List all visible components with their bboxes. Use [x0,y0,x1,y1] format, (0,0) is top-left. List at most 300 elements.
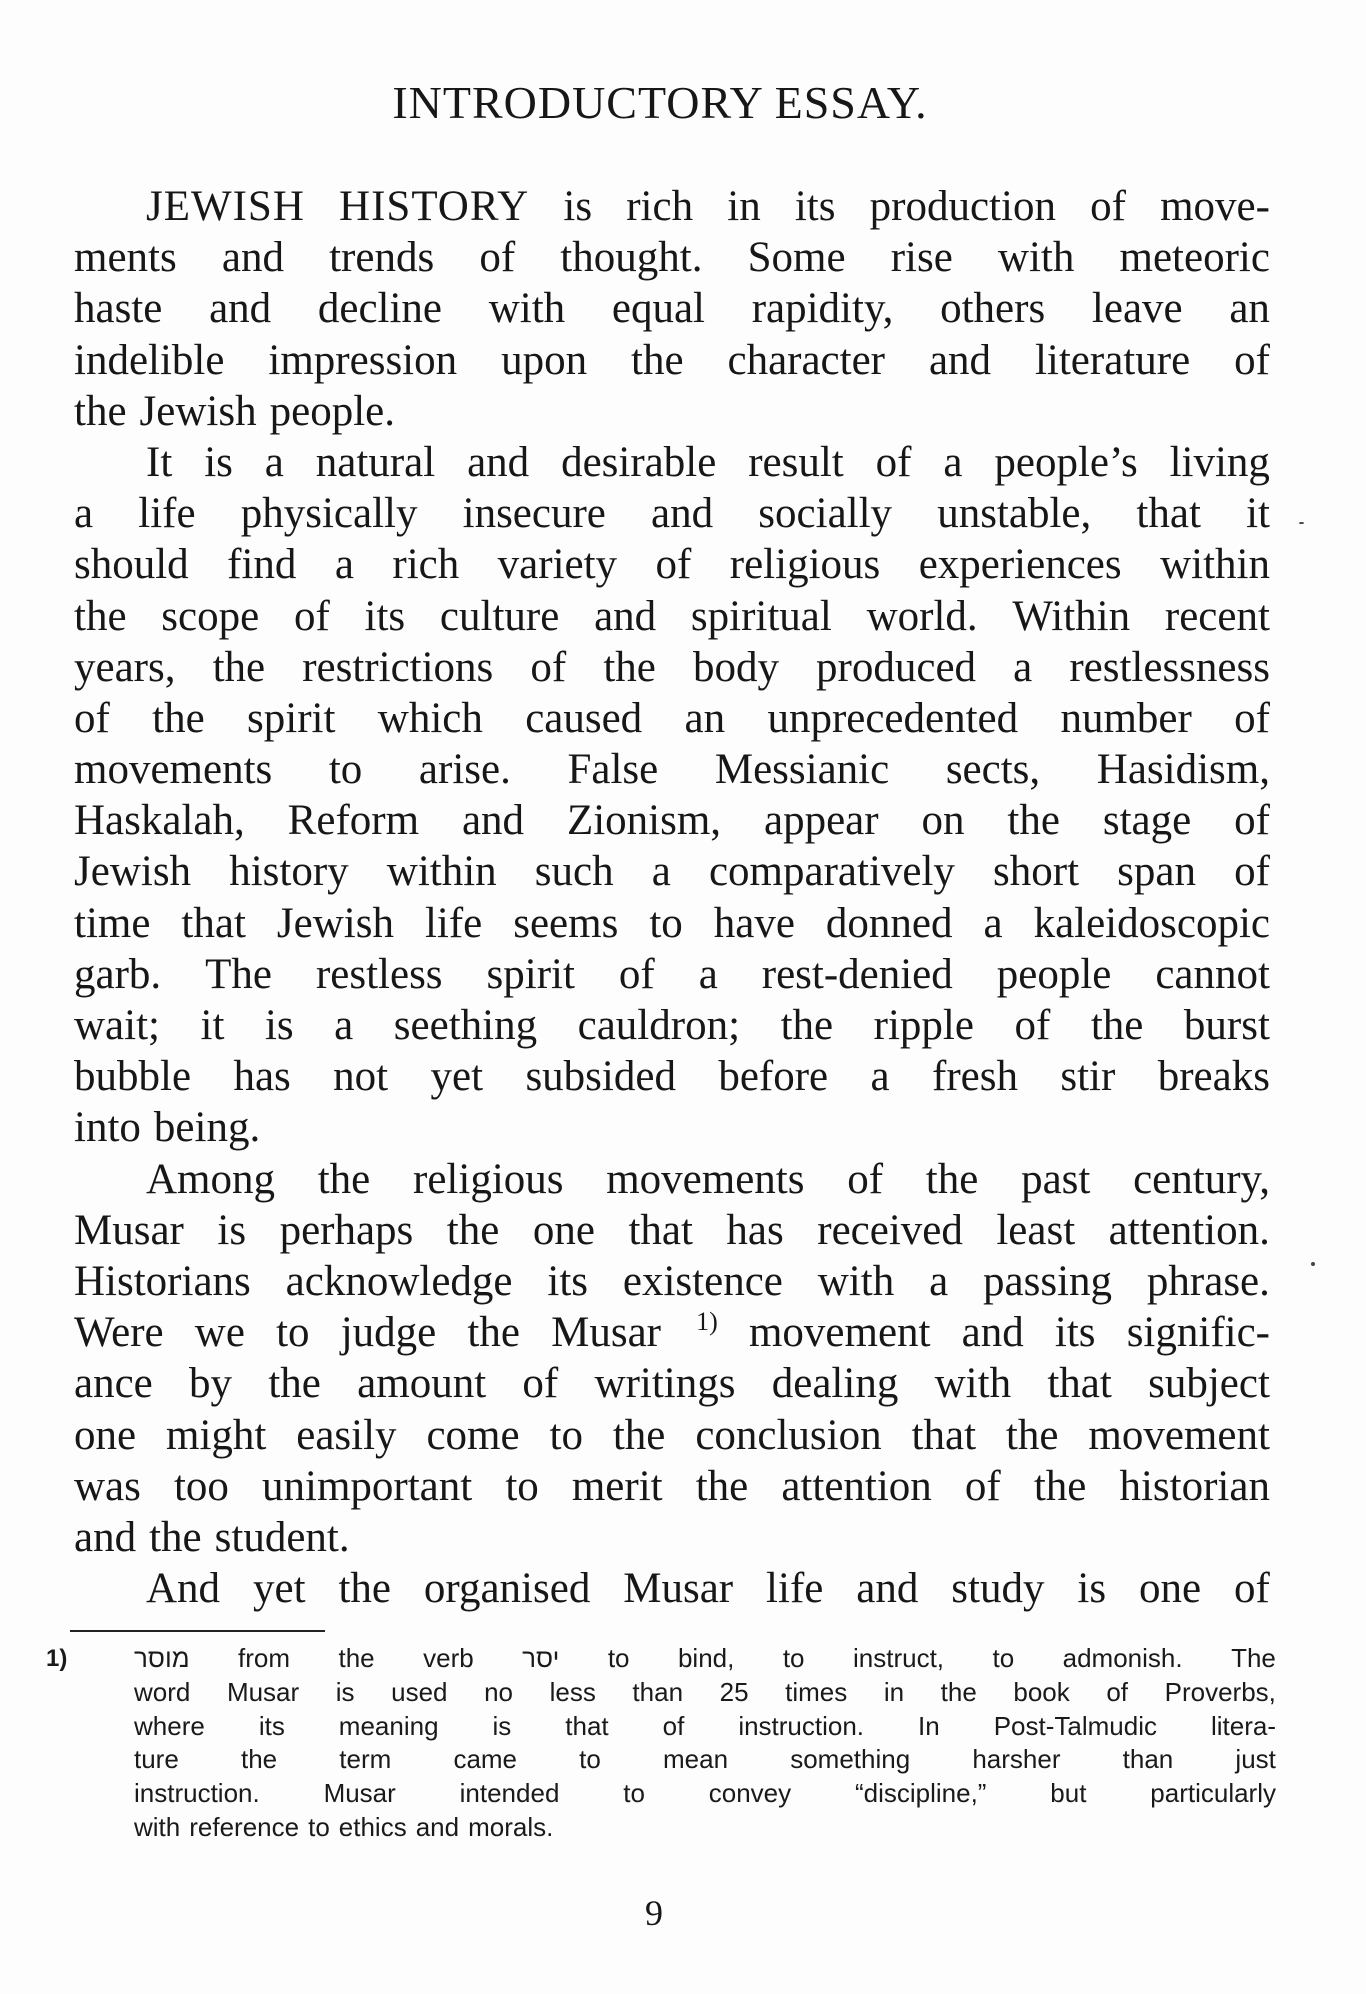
word: Jewish [74,848,192,896]
word: and [74,1513,137,1561]
word: Musar [323,1778,396,1809]
word: culture [439,592,560,640]
word: from [238,1643,291,1673]
word: morals. [468,1811,554,1842]
word: intended [459,1778,560,1809]
word: mean [663,1744,729,1775]
word: religious [413,1155,564,1203]
text-line [74,232,1270,283]
word: that [911,1411,977,1459]
word: with [134,1811,181,1842]
word: of [655,541,692,589]
word: of [1234,694,1270,742]
word: such [534,848,614,896]
word: Musar [551,1309,661,1357]
text-line [74,898,1270,949]
word: used [391,1676,448,1707]
word: the [467,1309,520,1357]
word: thought. [560,234,703,282]
word: that [1136,490,1201,538]
word: indelible [74,336,225,384]
word: Hasidism, [1096,746,1270,794]
word: It [146,438,173,486]
word: find [227,541,297,589]
word: world. [866,592,978,640]
word: within [386,848,497,896]
word: harsher [972,1744,1061,1775]
word: cannot [1155,950,1270,998]
word: socially [758,490,893,538]
word: haste [74,285,163,333]
word: history [229,848,349,896]
word: is [563,183,593,230]
word: the [631,336,684,384]
word: century, [1133,1155,1270,1203]
word: of [618,950,655,998]
word: Were [74,1309,164,1357]
text-line [74,591,1270,642]
word: book [1013,1676,1070,1707]
word: less [549,1676,596,1707]
word: of [1106,1676,1129,1707]
word: production [869,183,1056,230]
word: and [467,438,530,486]
essay-body [74,181,1270,1614]
word: and [928,336,992,384]
word: character [727,336,885,384]
word: the [149,1513,202,1561]
word: desirable [561,438,717,486]
word: unstable, [937,490,1092,538]
word: of [964,1462,1001,1510]
word: rich [626,183,694,230]
text-line [74,1000,1270,1051]
word: term [339,1744,392,1775]
word: cauldron; [577,1002,741,1049]
word: convey [708,1778,792,1809]
word: ripple [873,1002,974,1049]
word: into [74,1104,141,1152]
word: organised [423,1565,591,1613]
word: that [181,899,246,947]
word: and [221,234,284,282]
word: came [453,1744,518,1775]
word: decline [317,285,443,333]
word: phrase. [1146,1257,1270,1305]
footnote-text [134,1642,1276,1845]
word: a [334,1002,354,1049]
word: to [992,1643,1015,1673]
word: trends [329,234,435,282]
word: result [748,438,844,486]
word: Jewish [139,387,257,435]
word: times [785,1676,848,1707]
word: restrictions [302,643,494,691]
word: a [264,438,284,486]
word: where [134,1710,205,1741]
word: has [726,1206,784,1254]
word: by [189,1360,233,1408]
word: movements [606,1155,805,1203]
word: unprecedented [767,694,1019,742]
word: to [579,1744,601,1775]
word: seething [393,1002,538,1049]
word: seems [513,899,619,947]
word: than [632,1676,684,1707]
text-line [74,539,1270,590]
word: comparatively [708,848,955,896]
word: Zionism, [566,797,722,845]
word: a [870,1053,890,1101]
word: on [921,797,965,845]
word: bubble [74,1053,192,1101]
word: passing [983,1257,1113,1305]
word: kaleidoscopic [1033,899,1270,947]
word: In [918,1710,940,1741]
text-line [74,1358,1270,1409]
word: the [317,1155,371,1203]
word: to [328,746,363,794]
word: it [200,1002,225,1049]
word: others [940,285,1046,333]
word: the [240,1744,278,1775]
word: and [415,1811,460,1842]
word: a [943,438,963,486]
word: but [1050,1778,1087,1809]
word: in [727,183,761,230]
text-line [74,335,1270,386]
word: particularly [1150,1778,1276,1809]
word: the [612,1411,666,1459]
word: span [1117,848,1196,896]
word: time [74,899,151,947]
word: it [1246,490,1270,538]
word: body [692,643,779,691]
word: a [74,490,94,538]
word: the [268,1360,321,1408]
word: might [166,1411,267,1459]
word: the [446,1206,500,1254]
word: stir [1060,1053,1116,1101]
word: is [335,1676,355,1707]
word: one [1139,1565,1202,1613]
word: מוסר [134,1643,190,1673]
word: the [940,1676,977,1707]
word: recent [1164,592,1270,640]
word: spirit [247,694,336,742]
word: of [1234,1565,1270,1613]
word: Reform [287,797,420,845]
word: ments [74,234,177,282]
word: existence [622,1257,783,1305]
word: life [766,1565,824,1613]
word: of [530,643,567,691]
word: movement [1088,1411,1270,1459]
footnote-line [134,1777,1276,1811]
text-line [74,693,1270,744]
word: the [1033,1462,1087,1510]
word: fresh [932,1053,1018,1101]
word: study [951,1565,1045,1613]
footnote-marker: 1) [46,1645,68,1672]
word: ethics [338,1811,407,1842]
word: to [505,1462,539,1510]
word: meaning [338,1710,439,1741]
word: the [1005,1411,1059,1459]
word: appear [763,797,879,845]
word: and [594,592,657,640]
word: short [993,848,1080,896]
footnote-line [134,1743,1276,1777]
word: acknowledge [285,1257,513,1305]
word: of [479,234,516,282]
word: with [488,285,566,333]
word: Within [1012,592,1131,640]
word: life [424,899,483,947]
word: And [146,1565,221,1613]
word: Musar [226,1676,300,1707]
word: movements [74,746,273,794]
word: number [1060,694,1192,742]
word: being. [153,1104,261,1152]
word: insecure [462,490,606,538]
word: a [1013,643,1033,691]
word: living [1169,438,1270,486]
word: of [1014,1002,1051,1049]
word: is [492,1710,512,1741]
word: experiences [918,541,1122,589]
word: Messianic [714,746,890,794]
footnote-line [134,1676,1276,1710]
word: something [790,1744,911,1775]
word: is [264,1002,294,1049]
word: of [875,438,912,486]
word: upon [501,336,588,384]
footnote-line [134,1811,1276,1845]
text-line [74,795,1270,846]
word: student. [214,1513,350,1561]
word: with [997,234,1075,282]
word: writings [594,1360,736,1408]
text-line [74,1461,1270,1512]
word: attention [781,1462,932,1510]
footnote-line [134,1642,1276,1676]
text-line [74,1563,1270,1614]
word: subject [1148,1360,1270,1408]
word: its [364,592,406,640]
text-line [74,1256,1270,1307]
word: merit [571,1462,663,1510]
word: and [209,285,272,333]
text-line [74,1410,1270,1461]
word: the [74,387,127,435]
word: to [549,1411,583,1459]
word: to [649,899,683,947]
word: its [794,183,836,230]
word: leave [1091,285,1183,333]
word: have [713,899,795,947]
word: rise [890,234,953,282]
word: of [522,1360,559,1408]
word: Some [747,234,846,282]
word: 1) [696,1307,718,1337]
word: amount [357,1360,487,1408]
word: spiritual [690,592,832,640]
text-line [74,1154,1270,1205]
word: The [205,950,272,998]
word: too [173,1462,229,1510]
page-number: 9 [645,1893,663,1933]
word: HISTORY [339,183,530,230]
word: Proverbs, [1164,1676,1276,1707]
word: the [780,1002,834,1049]
word: attention. [1108,1206,1270,1254]
word: yet [252,1565,306,1613]
word: than [1122,1744,1174,1775]
word: has [233,1053,291,1101]
word: Historians [74,1257,251,1305]
word: the [338,1565,391,1613]
word: to [607,1643,630,1673]
word: “discipline,” [854,1778,987,1809]
word: Jewish [276,899,394,947]
word: its [1054,1309,1096,1357]
word: burst [1183,1002,1270,1049]
word: that [628,1206,693,1254]
word: breaks [1157,1053,1270,1101]
word: ture [134,1744,179,1775]
text-line [74,642,1270,693]
word: the [603,643,656,691]
word: dealing [771,1360,899,1408]
page-title: INTRODUCTORY ESSAY. [392,77,928,128]
word: one [74,1411,137,1459]
text-line [74,283,1270,334]
word: ance [74,1360,153,1408]
text-line [74,1205,1270,1256]
text-line [74,437,1270,488]
word: people [996,950,1112,998]
word: variety [497,541,618,589]
word: is [204,438,233,486]
word: wait; [74,1002,160,1049]
word: False [567,746,659,794]
text-line [74,1051,1270,1102]
word: come [426,1411,520,1459]
word: a [334,541,354,589]
word: and [461,797,525,845]
word: Among [146,1155,275,1203]
word: one [532,1206,595,1254]
word: scope [161,592,260,640]
word: arise. [418,746,511,794]
word: Post-Talmudic [993,1710,1157,1741]
word: donned [825,899,953,947]
word: garb. [74,950,162,998]
word: its [258,1710,285,1741]
word: of [1234,336,1270,384]
word: sects, [945,746,1041,794]
word: 25 [719,1676,749,1707]
word: of [847,1155,884,1203]
word: bind, [677,1643,735,1673]
word: subsided [525,1053,676,1101]
word: was [74,1462,141,1510]
word: to [308,1811,330,1842]
text-line [74,1307,1270,1358]
text-line [74,1102,1270,1153]
word: and [856,1565,919,1613]
word: produced [816,643,977,691]
word: caused [525,694,643,742]
word: natural [315,438,436,486]
word: with [934,1360,1012,1408]
word: before [718,1053,829,1101]
word: to [623,1778,645,1809]
word: least [996,1206,1076,1254]
word: meteoric [1119,234,1270,282]
word: and [961,1309,1024,1357]
word: we [194,1309,245,1357]
word: stage [1102,797,1192,845]
word: people’s [994,438,1138,486]
word: rapidity, [751,285,894,333]
word: literature [1034,336,1191,384]
word: a [929,1257,949,1305]
word: people. [269,387,395,435]
footnote-line [134,1710,1276,1744]
word: word [134,1676,191,1707]
word: reference [189,1811,300,1842]
word: the [74,592,127,640]
word: is [1077,1565,1107,1613]
word: a [983,899,1003,947]
word: admonish. [1062,1643,1183,1673]
word: rest-denied [761,950,953,998]
word: to [782,1643,805,1673]
word: years, [74,643,176,691]
word: verb [423,1643,474,1673]
word: a [651,848,671,896]
print-speck [1311,1262,1315,1266]
word: of [74,694,110,742]
word: yet [430,1053,484,1101]
word: life [138,490,196,538]
word: its [547,1257,589,1305]
word: not [333,1053,389,1101]
word: the [1007,797,1060,845]
word: the [212,643,266,691]
word: the [338,1643,375,1673]
word: easily [296,1411,397,1459]
word: historian [1119,1462,1270,1510]
text-line [74,181,1270,232]
word: the [925,1155,979,1203]
word: instruction. [738,1710,865,1741]
word: equal [611,285,705,333]
word: perhaps [279,1206,414,1254]
word: The [1231,1643,1276,1673]
word: the [1090,1002,1144,1049]
word: physically [240,490,418,538]
word: Musar [74,1206,184,1254]
text-line [74,488,1270,539]
word: Musar [623,1565,734,1613]
word: should [74,541,189,589]
word: unimportant [262,1462,473,1510]
word: in [883,1676,905,1707]
word: within [1160,541,1270,589]
